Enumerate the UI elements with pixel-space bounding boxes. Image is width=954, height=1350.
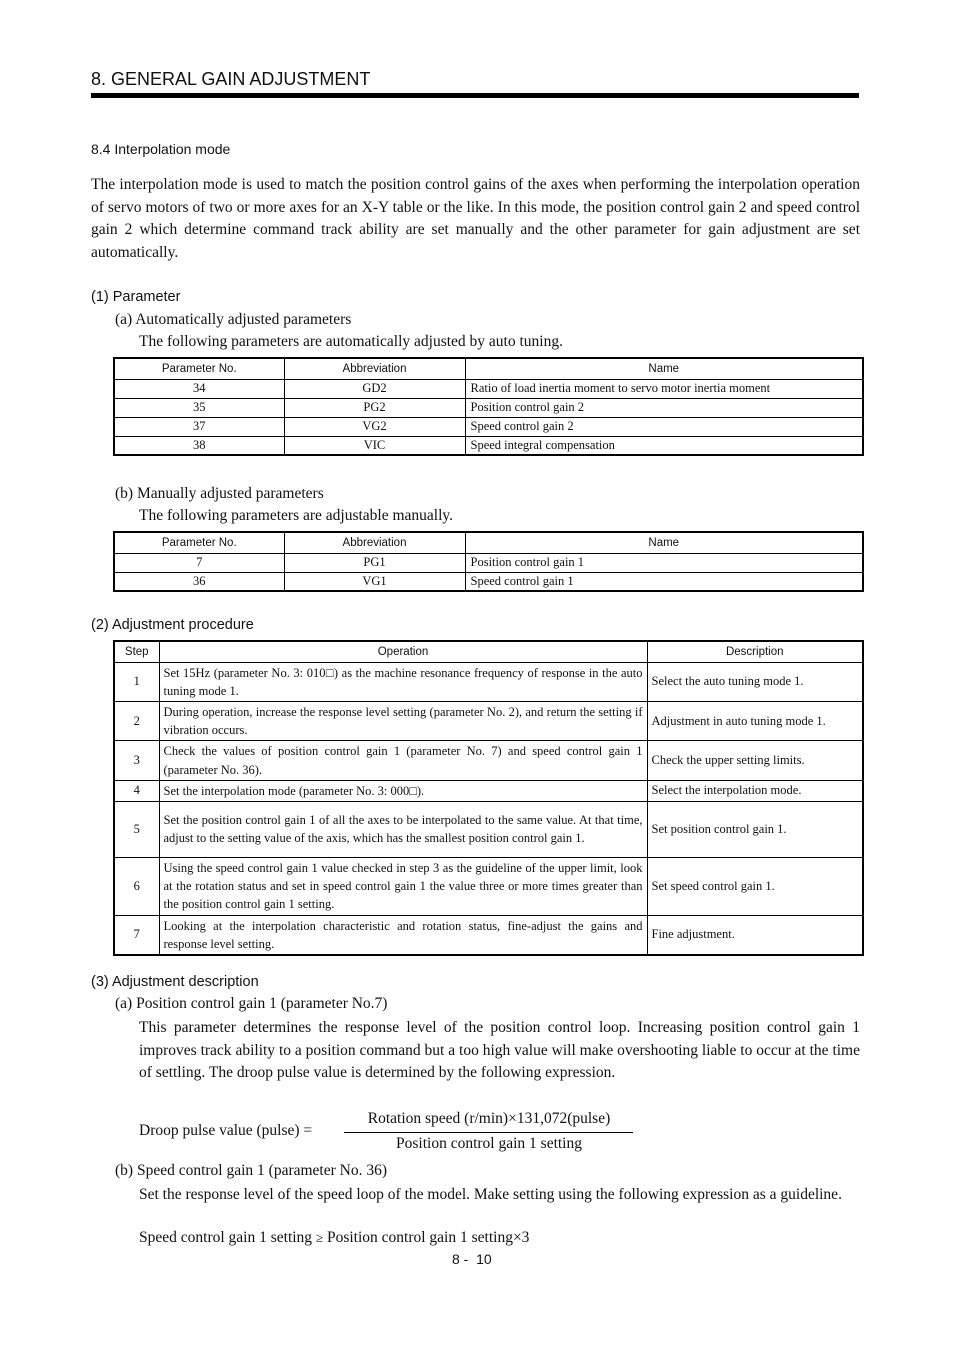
formula-lhs: Droop pulse value (pulse) = [139,1122,313,1139]
table-row [114,741,863,780]
name-cell: Position control gain 2 [465,398,863,417]
description-cell: Check the upper setting limits. [647,741,863,780]
table-row [114,801,863,857]
header-rule [91,93,859,98]
description-cell: Select the interpolation mode. [647,780,863,801]
expression-right: Position control gain 1 setting×3 [326,1229,530,1246]
speed-gain-subheading: (b) Speed control gain 1 (parameter No. 36) [115,1162,388,1179]
column-header: Abbreviation [284,532,465,553]
procedure-heading: (2) Adjustment procedure [91,617,254,633]
speed-gain-expression [139,1229,529,1247]
table-row [114,572,863,591]
description-cell: Set position control gain 1. [647,801,863,857]
description-cell: Fine adjustment. [647,915,863,955]
table-row [114,857,863,915]
param-no-cell: 38 [114,436,284,455]
fraction-bar [344,1132,633,1133]
name-cell: Speed integral compensation [465,436,863,455]
param-no-cell: 37 [114,417,284,436]
auto-params-table [113,357,864,456]
abbreviation-cell: GD2 [284,379,465,398]
abbreviation-cell: VG1 [284,572,465,591]
abbreviation-cell: PG1 [284,553,465,572]
abbreviation-cell: PG2 [284,398,465,417]
procedure-table [113,640,864,956]
name-cell: Speed control gain 2 [465,417,863,436]
speed-gain-paragraph: Set the response level of the speed loop of the model. Make setting using the following expression as a guideline. [139,1186,842,1203]
operation-cell: Check the values of position control gain 1 (parameter No. 7) and speed control gain 1 (parameter No. 36). [159,741,647,780]
parameter-heading: (1) Parameter [91,289,181,305]
table-row [114,436,863,455]
page-number: 8 - 10 [452,1251,492,1267]
step-cell: 4 [114,780,159,801]
table-header-row [114,641,863,662]
auto-params-subheading: (a) Automatically adjusted parameters [115,311,352,328]
step-cell: 1 [114,662,159,701]
operation-cell: Set the interpolation mode (parameter No. 3: 000□). [159,780,647,801]
operation-cell: Looking at the interpolation characteristic and rotation status, fine-adjust the gains and response level setting. [159,915,647,955]
column-header: Description [647,641,863,662]
chapter-title: 8. GENERAL GAIN ADJUSTMENT [91,69,371,89]
description-cell: Adjustment in auto tuning mode 1. [647,701,863,740]
table-row [114,553,863,572]
operation-cell: Using the speed control gain 1 value checked in step 3 as the guideline of the upper limit, look at the rotation status and set in speed control gain 1 the value three or more times greater than the position control gain 1 setting. [159,857,647,915]
table-header-row [114,532,863,553]
table-row [114,417,863,436]
table-row [114,662,863,701]
table-row [114,701,863,740]
column-header: Name [465,532,863,553]
manual-params-table [113,531,864,592]
operation-cell: Set the position control gain 1 of all the axes to be interpolated to the same value. At that time, adjust to the setting value of the axis, which has the smallest position control gain 1. [159,801,647,857]
param-no-cell: 36 [114,572,284,591]
table-row [114,379,863,398]
step-cell: 5 [114,801,159,857]
abbreviation-cell: VIC [284,436,465,455]
table-row [114,780,863,801]
column-header: Parameter No. [114,358,284,379]
formula-numerator: Rotation speed (r/min)×131,072(pulse) [367,1110,611,1127]
table-row [114,915,863,955]
expression-left: Speed control gain 1 setting [139,1229,313,1246]
column-header: Parameter No. [114,532,284,553]
operation-cell: Set 15Hz (parameter No. 3: 010□) as the machine resonance frequency of response in the auto tuning mode 1. [159,662,647,701]
param-no-cell: 7 [114,553,284,572]
column-header: Step [114,641,159,662]
operation-cell: During operation, increase the response level setting (parameter No. 2), and return the setting if vibration occurs. [159,701,647,740]
manual-params-subheading: (b) Manually adjusted parameters [115,485,324,502]
step-cell: 7 [114,915,159,955]
step-cell: 2 [114,701,159,740]
column-header: Abbreviation [284,358,465,379]
column-header: Name [465,358,863,379]
auto-params-note: The following parameters are automatically adjusted by auto tuning. [139,333,563,350]
description-cell: Select the auto tuning mode 1. [647,662,863,701]
name-cell: Speed control gain 1 [465,572,863,591]
column-header: Operation [159,641,647,662]
greater-equal-symbol: ≥ [315,1230,324,1245]
table-header-row [114,358,863,379]
name-cell: Position control gain 1 [465,553,863,572]
manual-params-note: The following parameters are adjustable manually. [139,507,454,524]
formula-denominator: Position control gain 1 setting [396,1135,582,1152]
step-cell: 6 [114,857,159,915]
position-gain-subheading: (a) Position control gain 1 (parameter No.7) [115,995,388,1012]
description-cell: Set speed control gain 1. [647,857,863,915]
table-row [114,398,863,417]
step-cell: 3 [114,741,159,780]
intro-paragraph: The interpolation mode is used to match the position control gains of the axes when performing the interpolation operation of servo motors of two or more axes for an X-Y table or the like. In this mode, the position control gain 2 and speed control gain 2 which determine command track ability are set manually and the other parameter for gain adjustment are set automatically. [91,176,860,262]
abbreviation-cell: VG2 [284,417,465,436]
param-no-cell: 34 [114,379,284,398]
param-no-cell: 35 [114,398,284,417]
name-cell: Ratio of load inertia moment to servo motor inertia moment [465,379,863,398]
section-heading: 8.4 Interpolation mode [91,141,231,157]
description-heading: (3) Adjustment description [91,974,259,990]
position-gain-paragraph: This parameter determines the response level of the position control loop. Increasing position control gain 1 improves track ability to a position command but a too high value will make overshooting liable to occur at the time of settling. The droop pulse value is determined by the following expression. [139,1019,860,1082]
